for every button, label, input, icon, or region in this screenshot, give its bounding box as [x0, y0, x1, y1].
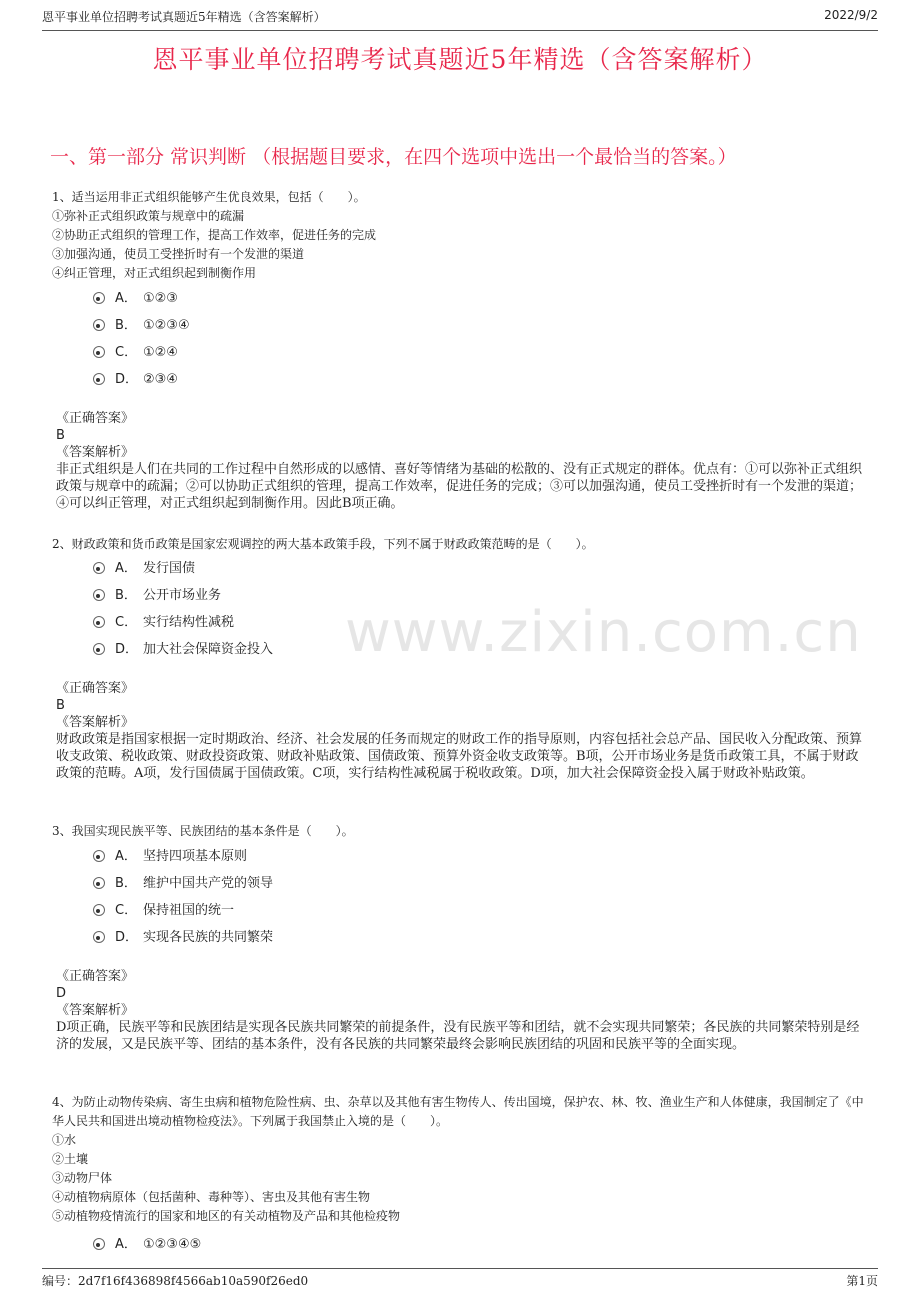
question-stem: 4、为防止动物传染病、寄生虫病和植物危险性病、虫、杂草以及其他有害生物传人、传出国境，保护农、林、牧、渔业生产和人体健康，我国制定了《中华人民共和国进出境动植物检疫法》。下列属于我国禁止入境的是（ ）。: [52, 1095, 864, 1128]
option-letter: B．: [115, 588, 137, 603]
option-a[interactable]: [93, 287, 178, 306]
option-letter: C．: [115, 903, 138, 918]
question-1-answer-block: [56, 410, 871, 512]
radio-icon[interactable]: [93, 877, 105, 889]
question-item: ②土壤: [52, 1152, 89, 1166]
page-title: 恩平事业单位招聘考试真题近5年精选（含答案解析）: [152, 45, 768, 74]
analysis-text: 非正式组织是人们在共同的工作过程中自然形成的以感情、喜好等情绪为基础的松散的、没有正式规定的群体。优点有：①可以弥补正式组织政策与规章中的疏漏；②可以协助正式组织的管理，提高工作效率，促进任务的完成；③可以加强沟通，使员工受挫折时有一个发泄的渠道；④可以纠正管理，对正式组织起到制衡作用。因此B项正确。: [56, 462, 863, 511]
header-date: 2022/9/2: [824, 8, 878, 22]
header-doc-title: 恩平事业单位招聘考试真题近5年精选（含答案解析）: [42, 10, 326, 24]
analysis-label: 《答案解析》: [56, 1003, 135, 1018]
footer-doc-id: 编号：2d7f16f436898f4566ab10a590f26ed0: [42, 1274, 309, 1288]
question-item: ④动植物病原体（包括菌种、毒种等）、害虫及其他有害生物: [52, 1190, 371, 1204]
question-stem: 3、我国实现民族平等、民族团结的基本条件是（ ）。: [52, 824, 354, 838]
radio-icon[interactable]: [93, 292, 105, 304]
option-text: ①②③④: [143, 318, 190, 333]
radio-icon[interactable]: [93, 904, 105, 916]
option-text: ①②④: [143, 345, 178, 360]
option-letter: D．: [115, 642, 139, 657]
question-stem: 2、财政政策和货币政策是国家宏观调控的两大基本政策手段，下列不属于财政政策范畴的是（ ）。: [52, 537, 594, 551]
option-d[interactable]: [93, 368, 178, 387]
page-header: [42, 8, 878, 26]
footer-divider: [42, 1268, 878, 1269]
option-b[interactable]: [93, 872, 273, 891]
option-c[interactable]: [93, 341, 178, 360]
radio-icon[interactable]: [93, 643, 105, 655]
option-letter: B．: [115, 318, 137, 333]
question-item: ④纠正管理，对正式组织起到制衡作用: [52, 266, 257, 280]
option-c[interactable]: [93, 611, 234, 630]
option-text: 维护中国共产党的领导: [143, 876, 274, 891]
radio-icon[interactable]: [93, 589, 105, 601]
header-divider: [42, 30, 878, 31]
analysis-label: 《答案解析》: [56, 445, 135, 460]
option-c[interactable]: [93, 899, 234, 918]
question-item: ①水: [52, 1133, 77, 1147]
radio-icon[interactable]: [93, 562, 105, 574]
option-letter: C．: [115, 615, 138, 630]
option-text: 实行结构性减税: [143, 615, 235, 630]
option-d[interactable]: [93, 926, 273, 945]
radio-icon[interactable]: [93, 931, 105, 943]
option-text: 加大社会保障资金投入: [143, 642, 274, 657]
option-letter: B．: [115, 876, 137, 891]
question-stem: 1、适当运用非正式组织能够产生优良效果，包括（ ）。: [52, 190, 366, 204]
question-item: ③加强沟通，使员工受挫折时有一个发泄的渠道: [52, 247, 305, 261]
answer-label: 《正确答案》: [56, 681, 135, 696]
radio-icon[interactable]: [93, 1238, 105, 1250]
option-letter: A．: [115, 291, 137, 306]
option-letter: A．: [115, 849, 137, 864]
radio-icon[interactable]: [93, 319, 105, 331]
question-4-stem-block: [52, 1093, 872, 1226]
radio-icon[interactable]: [93, 346, 105, 358]
option-b[interactable]: [93, 584, 221, 603]
option-text: 坚持四项基本原则: [143, 849, 248, 864]
answer-label: 《正确答案》: [56, 969, 135, 984]
option-letter: A．: [115, 561, 137, 576]
answer-value: D: [56, 986, 67, 1001]
option-d[interactable]: [93, 638, 273, 657]
option-a[interactable]: [93, 845, 247, 864]
analysis-text: 财政政策是指国家根据一定时期政治、经济、社会发展的任务而规定的财政工作的指导原则，内容包括社会总产品、国民收入分配政策、预算收支政策、税收政策、财政投资政策、财政补贴政策、国债政策、预算外资金收支政策等。B项，公开市场业务是货币政策工具，不属于财政政策的范畴。A项，发行国债属于国债政策。C项，实行结构性减税属于税收政策。D项，加大社会保障资金投入属于财政补贴政策。: [56, 732, 863, 781]
question-1-stem-block: [52, 188, 872, 283]
question-item: ②协助正式组织的管理工作，提高工作效率，促进任务的完成: [52, 228, 377, 242]
option-a[interactable]: [93, 1233, 201, 1252]
option-text: 实现各民族的共同繁荣: [143, 930, 274, 945]
section-heading: 一、第一部分 常识判断 （根据题目要求，在四个选项中选出一个最恰当的答案。）: [50, 146, 737, 168]
option-letter: D．: [115, 930, 139, 945]
option-text: 公开市场业务: [143, 588, 222, 603]
option-a[interactable]: [93, 557, 195, 576]
question-2-stem-block: [52, 535, 872, 554]
analysis-label: 《答案解析》: [56, 715, 135, 730]
option-text: ②③④: [143, 372, 178, 387]
option-text: 发行国债: [143, 561, 196, 576]
question-item: ③动物尸体: [52, 1171, 113, 1185]
question-2-answer-block: [56, 680, 871, 782]
option-letter: D．: [115, 372, 139, 387]
question-3-answer-block: [56, 968, 871, 1053]
question-item: ⑤动植物疫情流行的国家和地区的有关动植物及产品和其他检疫物: [52, 1209, 401, 1223]
option-text: ①②③④⑤: [143, 1237, 202, 1252]
option-text: 保持祖国的统一: [143, 903, 235, 918]
answer-value: B: [56, 428, 65, 443]
answer-value: B: [56, 698, 65, 713]
analysis-text: D项正确，民族平等和民族团结是实现各民族共同繁荣的前提条件，没有民族平等和团结，就不会实现共同繁荣；各民族的共同繁荣特别是经济的发展，又是民族平等、团结的基本条件，没有各民族的共同繁荣最终会影响民族团结的巩固和民族平等的全面实现。: [56, 1020, 860, 1052]
watermark: www.zixin.com.cn: [345, 600, 862, 665]
footer-page-number: 第1页: [846, 1274, 878, 1288]
question-3-stem-block: [52, 822, 872, 841]
option-text: ①②③: [143, 291, 178, 306]
radio-icon[interactable]: [93, 616, 105, 628]
radio-icon[interactable]: [93, 850, 105, 862]
option-letter: A．: [115, 1237, 137, 1252]
option-letter: C．: [115, 345, 138, 360]
radio-icon[interactable]: [93, 373, 105, 385]
option-b[interactable]: [93, 314, 190, 333]
question-item: ①弥补正式组织政策与规章中的疏漏: [52, 209, 245, 223]
answer-label: 《正确答案》: [56, 411, 135, 426]
